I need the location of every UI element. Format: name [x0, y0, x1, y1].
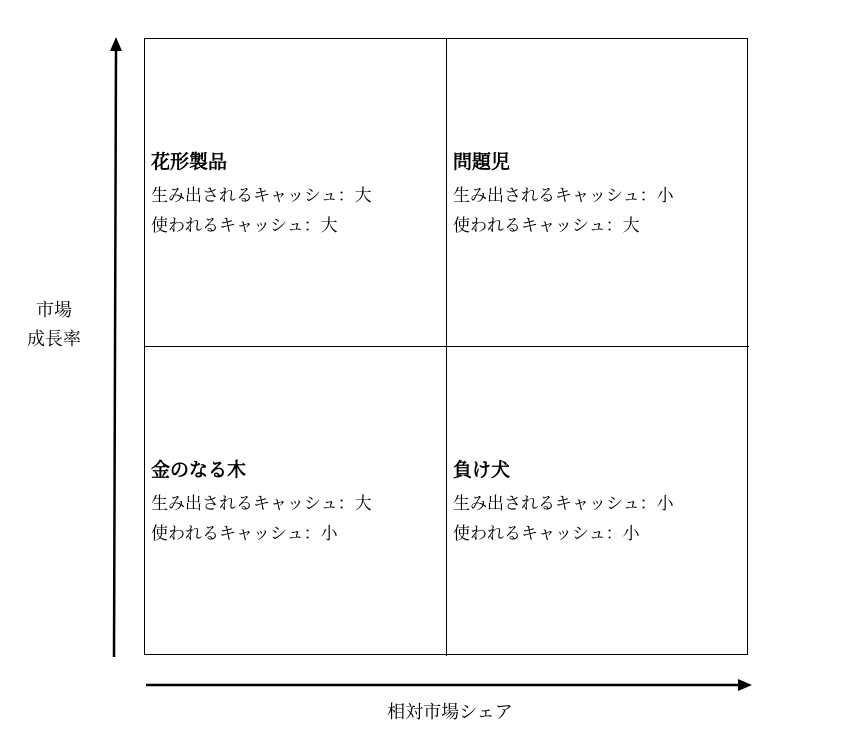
generated-cash-text: 生み出されるキャッシュ：小: [453, 186, 674, 206]
used-cash-text: 使われるキャッシュ：小: [453, 524, 640, 544]
quadrant-title: 花形製品: [151, 151, 228, 173]
ppm-matrix: [144, 38, 748, 655]
x-axis-label: 相対市場シェア: [387, 702, 513, 723]
quadrant-stars: [145, 39, 447, 347]
x-axis-arrow: [146, 679, 752, 691]
generated-cash-text: 生み出されるキャッシュ：大: [151, 494, 372, 514]
used-cash-text: 使われるキャッシュ：大: [453, 216, 640, 236]
generated-cash-text: 生み出されるキャッシュ：大: [151, 186, 372, 206]
quadrant-dogs: [447, 347, 749, 656]
used-cash-text: 使われるキャッシュ：小: [151, 524, 338, 544]
y-axis-arrow: [110, 37, 122, 657]
y-axis-label-line2: 成長率: [27, 329, 81, 350]
quadrant-question-marks: [447, 39, 749, 347]
used-cash-text: 使われるキャッシュ：大: [151, 216, 338, 236]
y-axis-label-line1: 市場: [36, 300, 72, 321]
quadrant-cash-cows: [145, 347, 447, 656]
quadrant-title: 問題児: [453, 151, 511, 173]
generated-cash-text: 生み出されるキャッシュ：小: [453, 494, 674, 514]
quadrant-title: 金のなる木: [151, 459, 247, 481]
y-axis-label: [14, 296, 94, 354]
quadrant-title: 負け犬: [453, 459, 511, 481]
